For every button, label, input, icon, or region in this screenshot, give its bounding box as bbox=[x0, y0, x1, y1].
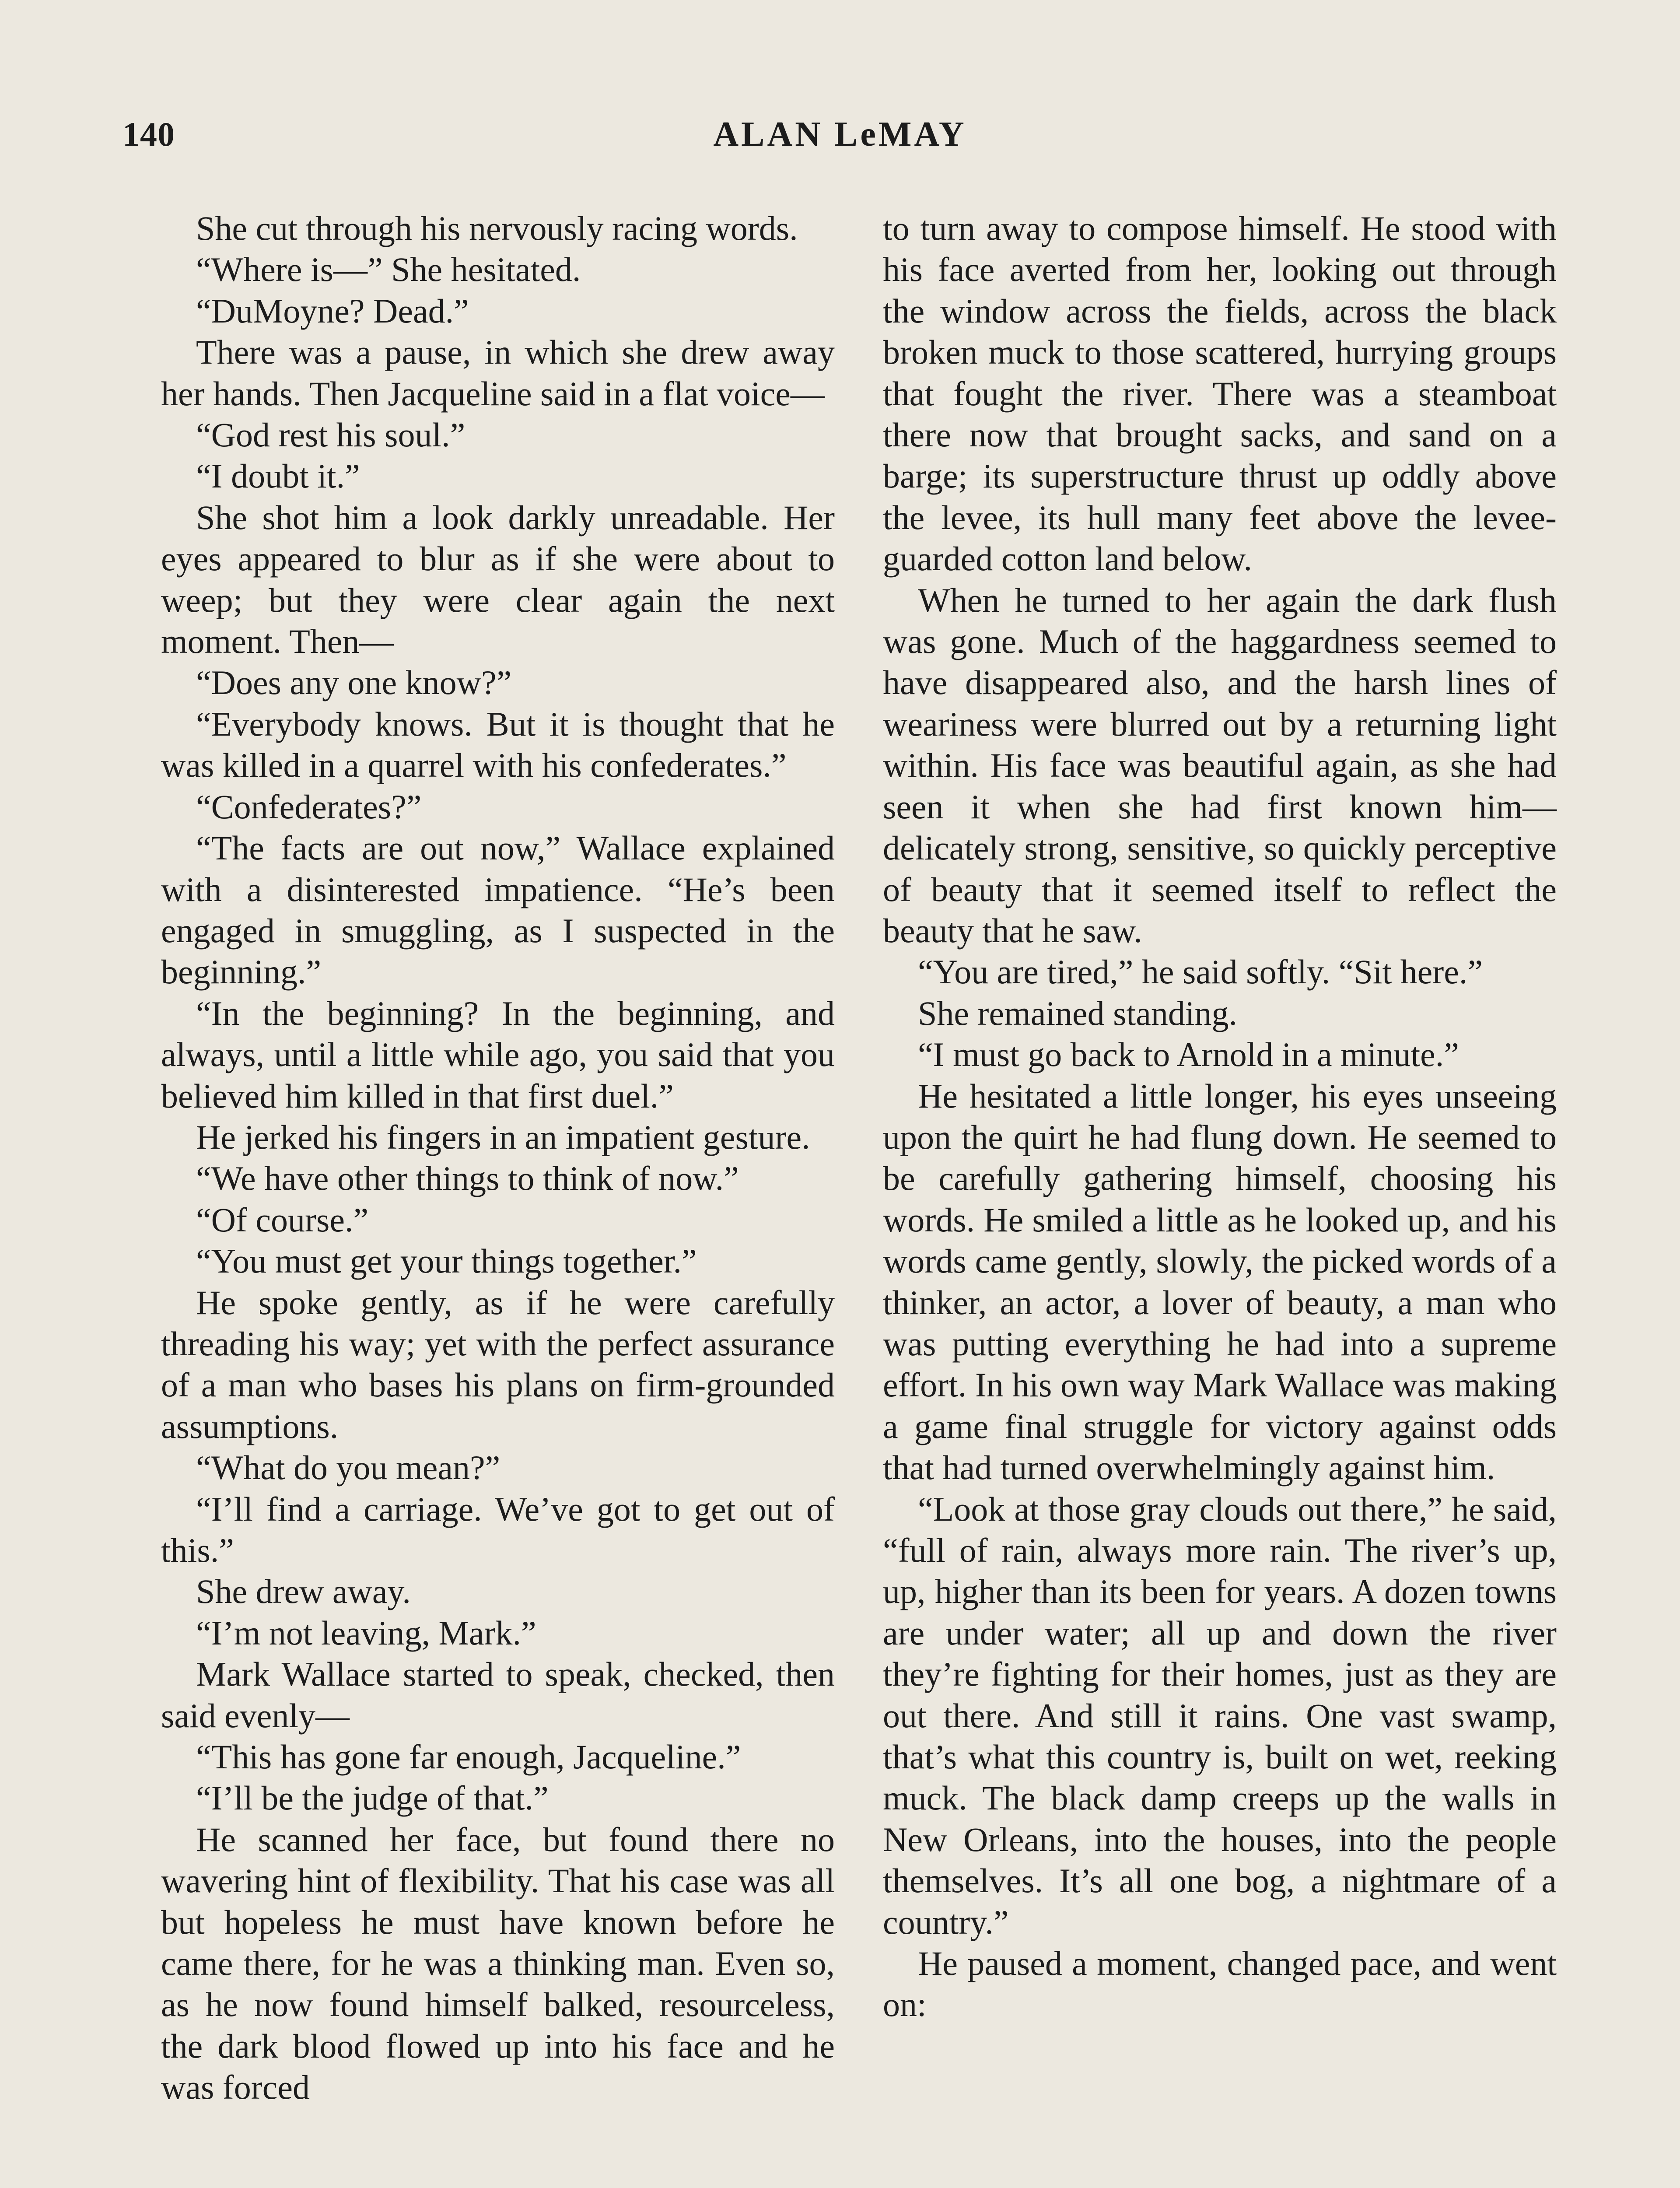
paragraph: She shot him a look darkly unreadable. Her eyes appeared to blur as if she were about to weep; but they were clear again the next moment. Then— bbox=[161, 498, 835, 661]
paragraph: She cut through his nervously racing words. bbox=[196, 209, 798, 247]
paragraph: “I’m not leaving, Mark.” bbox=[196, 1613, 536, 1652]
paragraph: “God rest his soul.” bbox=[196, 416, 466, 454]
text-columns bbox=[161, 208, 1558, 2188]
page-header bbox=[122, 115, 1558, 163]
paragraph: “This has gone far enough, Jacqueline.” bbox=[196, 1738, 741, 1776]
paragraph: “Confederates?” bbox=[196, 787, 422, 826]
paragraph: He jerked his fingers in an impatient gesture. bbox=[196, 1118, 810, 1156]
paragraph: “In the beginning? In the beginning, and always, until a little while ago, you said that you believed him killed in that first duel.” bbox=[161, 994, 835, 1115]
paragraph: “Look at those gray clouds out there,” he said, “full of rain, always more rain. The river’s up, up, higher than its been for years. A dozen towns are under water; all up and down the river they’re fighting for their homes, just as they are out there. And still it rains. One vast swamp, that’s what this country is, built on wet, reeking muck. The black damp creeps up the walls in New Orleans, into the houses, into the people themselves. It’s all one bog, a nightmare of a country.” bbox=[883, 1490, 1557, 1941]
paragraph: He paused a moment, changed pace, and went on: bbox=[883, 1944, 1557, 2024]
paragraph: When he turned to her again the dark flush was gone. Much of the haggardness seemed to have disappeared also, and the harsh lines of weariness were blurred out by a returning light within. His face was beautiful again, as she had seen it when she had first known him—delicately strong, sensitive, so quickly perceptive of beauty that it seemed itself to reflect the beauty that he saw. bbox=[883, 581, 1557, 950]
paragraph: Mark Wallace started to speak, checked, then said evenly— bbox=[161, 1655, 835, 1735]
paragraph: “Of course.” bbox=[196, 1200, 369, 1239]
paragraph: He hesitated a little longer, his eyes unseeing upon the quirt he had flung down. He seemed to be carefully gathering himself, choosing his words. He smiled a little as he looked up, and his words came gently, slowly, the picked words of a thinker, an actor, a lover of beauty, a man who was putting everything he had into a supreme effort. In his own way Mark Wallace was making a game final struggle for victory against odds that had turned overwhelmingly against him. bbox=[883, 1076, 1557, 1487]
paragraph: “I’ll be the judge of that.” bbox=[196, 1779, 549, 1817]
paragraph: She drew away. bbox=[196, 1572, 411, 1611]
paragraph: to turn away to compose himself. He stood with his face averted from her, looking out through the window across the fields, across the black broken muck to those scattered, hurrying groups that fought the river. There was a steamboat there now that brought sacks, and sand on a barge; its superstructure thrust up oddly above the levee, its hull many feet above the levee-guarded cotton land below. bbox=[883, 209, 1557, 578]
paragraph: There was a pause, in which she drew away her hands. Then Jacqueline said in a flat voice— bbox=[161, 333, 835, 413]
paragraph: “Does any one know?” bbox=[196, 663, 512, 702]
paragraph: “You are tired,” he said softly. “Sit here.” bbox=[918, 953, 1483, 991]
paragraph: “You must get your things together.” bbox=[196, 1242, 697, 1280]
paragraph: “The facts are out now,” Wallace explained with a disinterested impatience. “He’s been engaged in smuggling, as I suspected in the beginning.” bbox=[161, 829, 835, 991]
running-head: ALAN LeMAY bbox=[713, 115, 967, 154]
paragraph: “I’ll find a carriage. We’ve got to get out of this.” bbox=[161, 1490, 835, 1569]
paragraph: “DuMoyne? Dead.” bbox=[196, 291, 469, 330]
left-column bbox=[161, 208, 835, 2108]
paragraph: “I must go back to Arnold in a minute.” bbox=[918, 1035, 1459, 1074]
paragraph: She remained standing. bbox=[918, 994, 1237, 1032]
right-column bbox=[883, 208, 1557, 2026]
paragraph: “We have other things to think of now.” bbox=[196, 1159, 739, 1198]
paragraph: “Everybody knows. But it is thought that he was killed in a quarrel with his confederates.” bbox=[161, 705, 835, 785]
paragraph: “What do you mean?” bbox=[196, 1448, 500, 1487]
page-number: 140 bbox=[122, 115, 175, 153]
paragraph: He scanned her face, but found there no wavering hint of flexibility. That his case was all but hopeless he must have known before he came there, for he was a thinking man. Even so, as he now found himself balked, resourceless, the dark blood flowed up into his face and he was forced bbox=[161, 1820, 835, 2107]
paragraph: He spoke gently, as if he were carefully threading his way; yet with the perfect assurance of a man who bases his plans on firm-grounded assumptions. bbox=[161, 1283, 835, 1445]
paragraph: “I doubt it.” bbox=[196, 457, 360, 495]
paragraph: “Where is—” She hesitated. bbox=[196, 250, 581, 289]
